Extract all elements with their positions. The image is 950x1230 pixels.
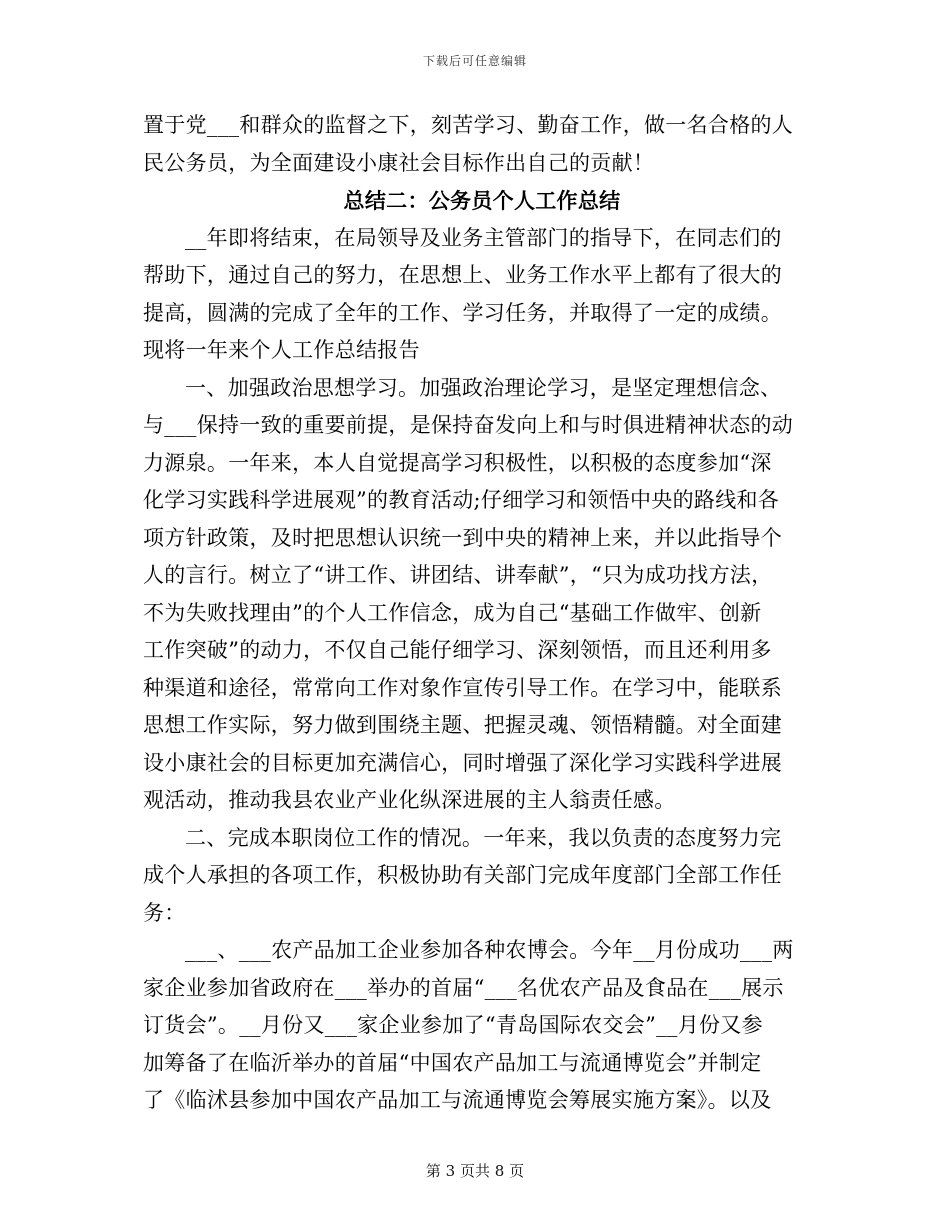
- text-line: 置于党___和群众的监督之下，刻苦学习、勤奋工作，做一名合格的人: [143, 113, 794, 137]
- text-line: 务：: [143, 900, 186, 925]
- text-line: 二、完成本职岗位工作的情况。一年来，我以负责的态度努力完: [185, 825, 782, 850]
- text-line: 种渠道和途径，常常向工作对象作宣传引导工作。在学习中，能联系: [143, 675, 782, 700]
- text-line: 帮助下，通过自己的努力，在思想上、业务工作水平上都有了很大的: [143, 263, 782, 287]
- text-line: ___、___农产品加工企业参加各种农博会。今年__月份成功___两: [185, 938, 794, 962]
- text-line: 化学习实践科学进展观”的教育活动;仔细学习和领悟中央的路线和各: [143, 488, 780, 512]
- text-line: 人的言行。树立了“讲工作、讲团结、讲奉献”，“只为成功找方法，: [143, 563, 773, 587]
- text-line: 现将一年来个人工作总结报告: [143, 338, 420, 362]
- text-line: 订货会”。__月份又___家企业参加了“青岛国际农交会”__月份又参: [143, 1013, 763, 1037]
- text-line: 项方针政策，及时把思想认识统一到中央的精神上来，并以此指导个: [143, 525, 782, 550]
- text-line: 工作突破”的动力，不仅自己能仔细学习、深刻领悟，而且还利用多: [143, 638, 772, 662]
- text-line: 了《临沭县参加中国农产品加工与流通博览会筹展实施方案》。以及: [143, 1088, 772, 1112]
- text-line: 不为失败找理由”的个人工作信念，成为自己“基础工作做牢、创新: [143, 600, 762, 625]
- section-title: 总结二：公务员个人工作总结: [343, 188, 621, 213]
- text-line: 民公务员，为全面建设小康社会目标作出自己的贡献！: [143, 150, 655, 175]
- text-line: __年即将结束，在局领导及业务主管部门的指导下，在同志们的: [185, 225, 782, 250]
- text-line: 加筹备了在临沂举办的首届“中国农产品加工与流通博览会”并制定: [143, 1050, 762, 1075]
- text-line: 思想工作实际，努力做到围绕主题、把握灵魂、领悟精髓。对全面建: [143, 713, 782, 737]
- text-line: 成个人承担的各项工作，积极协助有关部门完成年度部门全部工作任: [143, 863, 782, 887]
- text-line: 设小康社会的目标更加充满信心，同时增强了深化学习实践科学进展: [143, 750, 782, 775]
- page-header: 下载后可任意编辑: [422, 54, 527, 68]
- text-line: 家企业参加省政府在___举办的首届“___名优农产品及食品在___展示: [143, 975, 784, 1000]
- text-line: 与___保持一致的重要前提，是保持奋发向上和与时俱进精神状态的动: [143, 413, 794, 437]
- page-number: 第 3 页共 8 页: [425, 1162, 525, 1180]
- text-line: 观活动，推动我县农业产业化纵深进展的主人翁责任感。: [143, 788, 676, 812]
- document-body: [143, 107, 801, 1120]
- text-line: 提高，圆满的完成了全年的工作、学习任务，并取得了一定的成绩。: [143, 300, 782, 325]
- text-line: 力源泉。一年来，本人自觉提高学习积极性，以积极的态度参加“深: [143, 450, 772, 475]
- text-line: 一、加强政治思想学习。加强政治理论学习，是坚定理想信念、: [185, 375, 782, 400]
